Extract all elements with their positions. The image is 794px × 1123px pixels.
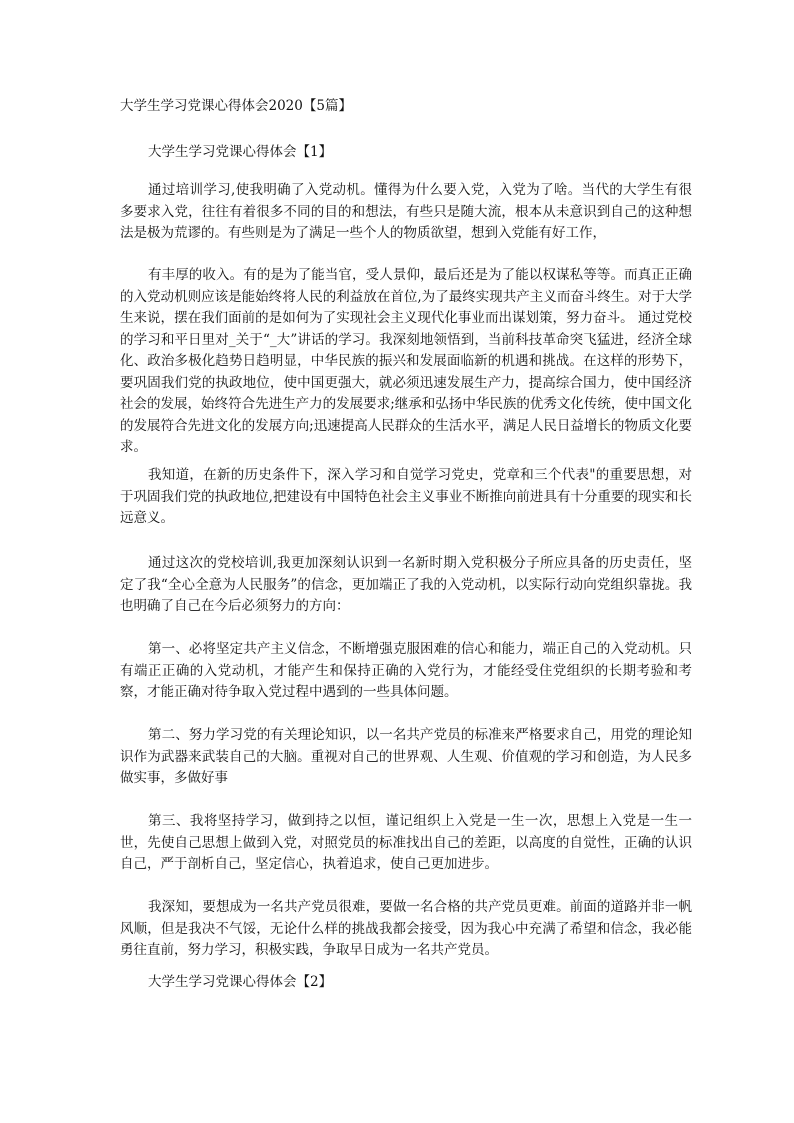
paragraph-1: 通过培训学习,使我明确了入党动机。懂得为什么要入党，入党为了啥。当代的大学生有很多要求入党，往往有着很多不同的目的和想法，有些只是随大流，根本从未意识到自己的这种想法是极为荒谬的。有些则是为了满足一些个人的物质欲望，想到入党能有好工作， (120, 182, 692, 241)
paragraph-5: 第一、必将坚定共产主义信念，不断增强克服困难的信心和能力，端正自己的入党动机。只有端正正确的入党动机，才能产生和保持正确的入党行为，才能经受住党组织的长期考验和考察，才能正确对待争取入党过程中遇到的一些具体问题。 (120, 641, 692, 700)
paragraph-3: 我知道，在新的历史条件下，深入学习和自觉学习党史，党章和三个代表"的重要思想，对于巩固我们党的执政地位,把建设有中国特色社会主义事业不断推向前进具有十分重要的现实和长远意义。 (120, 467, 692, 526)
paragraph-7: 第三、我将坚持学习，做到持之以恒，谨记组织上入党是一生一次，思想上入党是一生一世，先使自己思想上做到入党，对照党员的标准找出自己的差距，以高度的自觉性，正确的认识自己，严于剖析自己，坚定信心，执着追求，使自己更加进步。 (120, 813, 692, 872)
paragraph-6: 第二、努力学习党的有关理论知识，以一名共产党员的标准来严格要求自己，用党的理论知识作为武器来武装自己的大脑。重视对自己的世界观、人生观、价值观的学习和创造，为人民多做实事，多做好事 (120, 727, 692, 786)
section-heading-1: 大学生学习党课心得体会【1】 (148, 144, 333, 160)
document-title: 大学生学习党课心得体会2020【5篇】 (120, 98, 352, 114)
paragraph-4: 通过这次的党校培训,我更加深刻认识到一名新时期入党积极分子所应具备的历史责任，坚定了我“全心全意为人民服务”的信念，更加端正了我的入党动机，以实际行动向党组织靠拢。我也明确了自己在今后必须努力的方向： (120, 555, 692, 614)
section-heading-2: 大学生学习党课心得体会【2】 (148, 974, 333, 990)
paragraph-8: 我深知，要想成为一名共产党员很难，要做一名合格的共产党员更难。前面的道路并非一帆风顺，但是我决不气馁，无论什么样的挑战我都会接受，因为我心中充满了希望和信念，我必能勇往直前，努力学习，积极实践，争取早日成为一名共产党员。 (120, 899, 692, 958)
paragraph-2: 有丰厚的收入。有的是为了能当官，受人景仰，最后还是为了能以权谋私等等。而真正正确的入党动机则应该是能始终将人民的利益放在首位,为了最终实现共产主义而奋斗终生。对于大学生来说，摆在我们面前的是如何为了实现社会主义现代化事业而出谋划策，努力奋斗。 通过党校的学习和平日里对_关于“_大”讲话的学习。我深刻地领悟到，当前科技革命突飞猛进，经济全球化、政治多极化趋势日趋明显，中华民族的振兴和发展面临新的机遇和挑战。在这样的形势下，要巩固我们党的执政地位，使中国更强大，就必须迅速发展生产力，提高综合国力，使中国经济社会的发展，始终符合先进生产力的发展要求;继承和弘扬中华民族的优秀文化传统，使中国文化的发展符合先进文化的发展方向;迅速提高人民群众的生活水平，满足人民日益增长的物质文化要求。 (120, 267, 692, 455)
